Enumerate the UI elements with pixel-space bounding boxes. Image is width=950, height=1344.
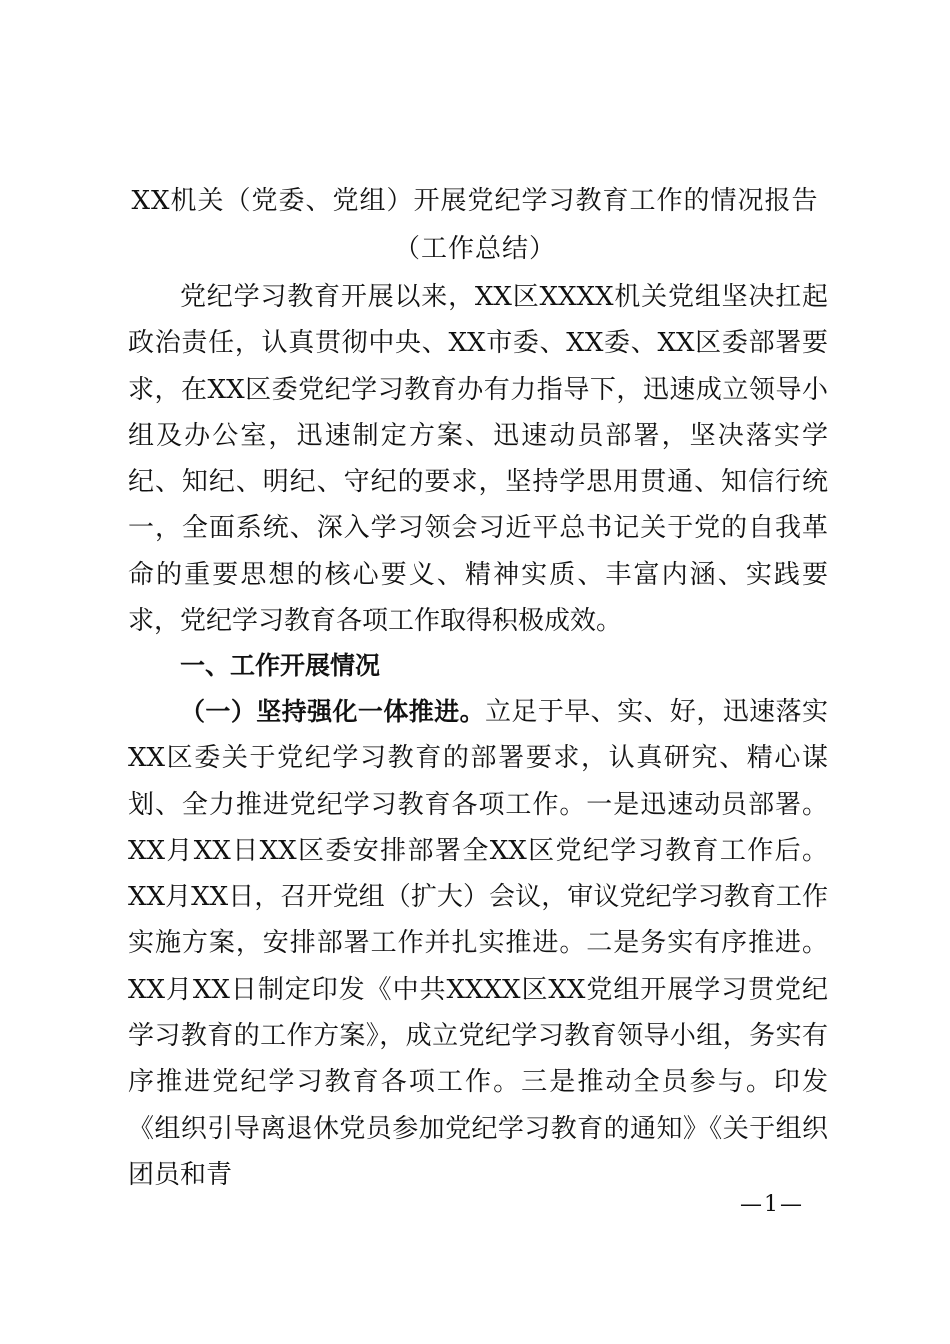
subsection-paragraph: [128, 689, 828, 1198]
subsection-paragraph-text: [128, 689, 828, 1198]
subsection-lead: （一）坚持强化一体推进。: [180, 697, 485, 726]
document-title: XX机关（党委、党组）开展党纪学习教育工作的情况报告: [131, 186, 819, 216]
page-number: —1—: [740, 1192, 804, 1217]
subsection-body: 立足于早、实、好，迅速落实XX区委关于党纪学习教育的部署要求，认真研究、精心谋划、全力推进党纪学习教育各项工作。一是迅速动员部署。XX月XX日XX区委安排部署全XX区党纪学习教育工作后。XX月XX日，召开党组（扩大）会议，审议党纪学习教育工作实施方案，安排部署工作并扎实推进。二是务实有序推进。XX月XX日制定印发《中共XXXX区XX党组开展学习贯党纪学习教育的工作方案》，成立党纪学习教育领导小组，务实有序推进党纪学习教育各项工作。三是推动全员参与。印发《组织引导离退休党员参加党纪学习教育的通知》《关于组织团员和青: [128, 697, 828, 1190]
section-heading: 一、工作开展情况: [180, 651, 381, 680]
intro-paragraph-text: 党纪学习教育开展以来，XX区XXXX机关党组坚决扛起政治责任，认真贯彻中央、XX市委、XX委、XX区委部署要求，在XX区委党纪学习教育办有力指导下，迅速成立领导小组及办公室，迅速制定方案、迅速动员部署，坚决落实学纪、知纪、明纪、守纪的要求，坚持学思用贯通、知信行统一，全面系统、深入学习领会习近平总书记关于党的自我革命的重要思想的核心要义、精神实质、丰富内涵、实践要求，党纪学习教育各项工作取得积极成效。: [128, 282, 828, 637]
document-subtitle: （工作总结）: [393, 234, 556, 264]
intro-paragraph: [128, 274, 828, 644]
